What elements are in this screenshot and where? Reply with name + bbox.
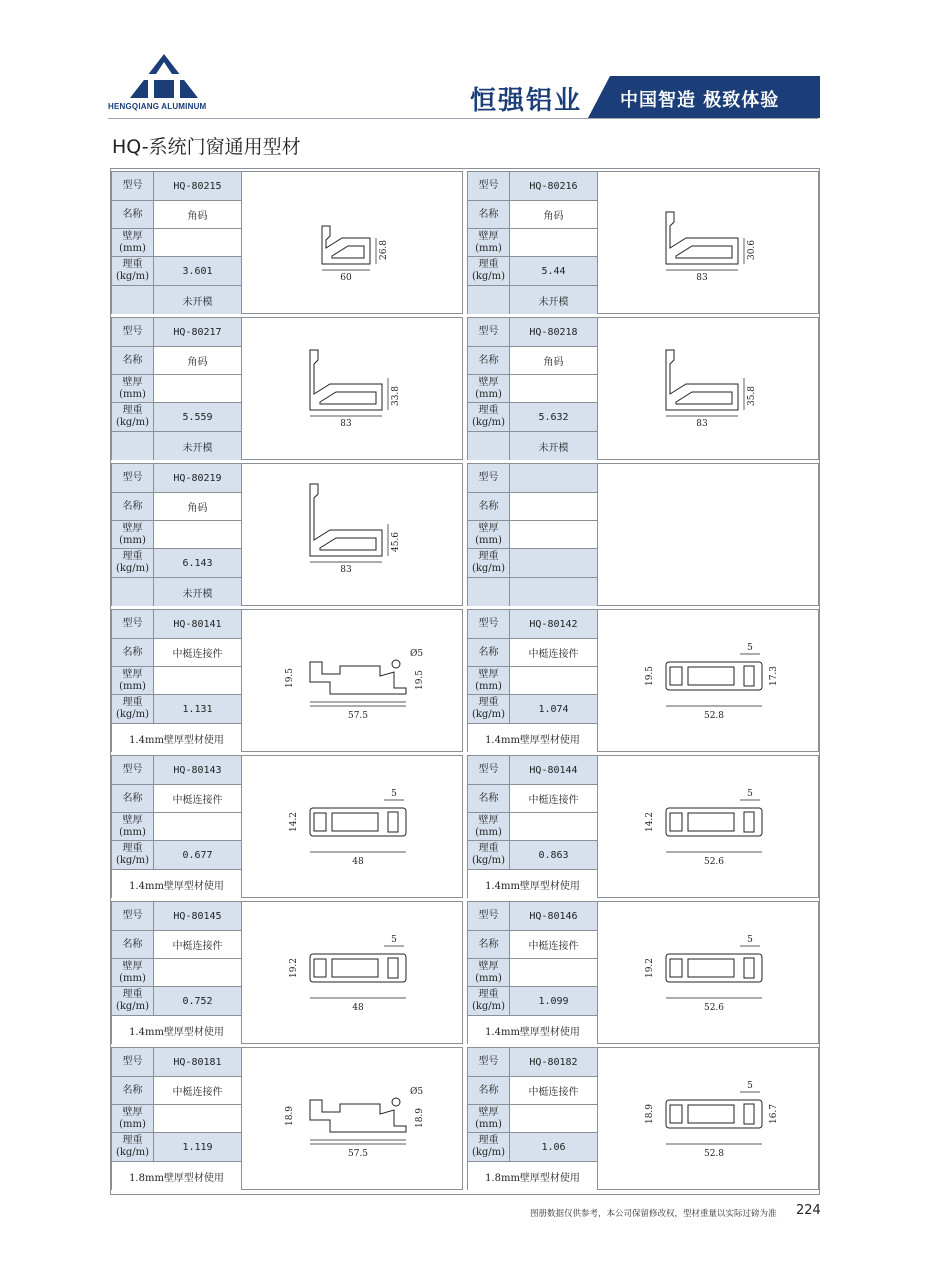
weight-value: 5.559	[154, 403, 242, 432]
profile-inner-chamber	[320, 392, 376, 404]
header-divider	[108, 118, 818, 119]
name-value: 中梃连接件	[154, 1077, 242, 1105]
name-value: 中梃连接件	[510, 931, 598, 959]
model-value: HQ-80141	[154, 610, 242, 639]
dimension-right-height-label: 16.7	[769, 1103, 779, 1125]
wall-thickness-value	[510, 667, 598, 695]
wall-thickness-value	[154, 521, 242, 549]
profile-note	[510, 578, 598, 606]
dimension-left-height-label: 19.5	[285, 667, 295, 689]
profile-inner-chamber	[676, 246, 732, 258]
dimension-width-label: 83	[340, 565, 352, 575]
profile-drawing	[598, 610, 818, 751]
profile-card-hq-80141	[111, 609, 463, 752]
weight-value: 5.632	[510, 403, 598, 432]
model-value: HQ-80143	[154, 756, 242, 785]
weight-label: 理重 (kg/m)	[112, 695, 154, 724]
dimension-right-height-label: 19.5	[415, 669, 425, 691]
name-value: 中梃连接件	[510, 785, 598, 813]
profile-drawing	[598, 1048, 818, 1189]
wall-thickness-value	[154, 959, 242, 987]
weight-label: 理重 (kg/m)	[468, 987, 510, 1016]
model-value: HQ-80218	[510, 318, 598, 347]
note-label-cell	[468, 578, 510, 606]
dimension-slot-width-label: 5	[747, 1081, 753, 1091]
weight-value: 5.44	[510, 257, 598, 286]
weight-label: 理重 (kg/m)	[468, 403, 510, 432]
model-label: 型号	[112, 318, 154, 347]
name-value: 中梃连接件	[154, 785, 242, 813]
weight-label: 理重 (kg/m)	[112, 549, 154, 578]
name-label: 名称	[112, 1077, 154, 1105]
note-label-cell	[112, 578, 154, 606]
profile-chamber	[688, 667, 734, 685]
profile-card-hq-80146	[467, 901, 819, 1044]
model-label: 型号	[468, 318, 510, 347]
model-value: HQ-80146	[510, 902, 598, 931]
model-label: 型号	[112, 464, 154, 493]
profile-chamber	[332, 959, 378, 977]
dimension-left-height-label: 18.9	[285, 1105, 295, 1127]
model-label: 型号	[468, 756, 510, 785]
name-label: 名称	[112, 347, 154, 375]
model-label: 型号	[112, 756, 154, 785]
dimension-height-label: 14.2	[645, 811, 655, 833]
profile-note: 1.4mm壁厚型材使用	[112, 870, 242, 898]
profile-catalog-grid	[110, 168, 820, 1195]
wall-thickness-value	[154, 229, 242, 257]
profile-slot	[744, 812, 754, 832]
dimension-slot-width-label: 5	[747, 789, 753, 799]
name-value: 角码	[154, 347, 242, 375]
name-label: 名称	[112, 931, 154, 959]
profile-card-hq-80215	[111, 171, 463, 314]
wall-thickness-value	[510, 375, 598, 403]
weight-value: 0.752	[154, 987, 242, 1016]
model-label: 型号	[468, 610, 510, 639]
profile-note: 未开模	[510, 286, 598, 314]
profile-slot	[388, 958, 398, 978]
dimension-height-label: 14.2	[289, 811, 299, 833]
dimension-diameter-label: Ø5	[410, 649, 424, 659]
model-label: 型号	[468, 172, 510, 201]
profile-inner-chamber	[332, 246, 364, 258]
wall-thickness-label: 壁厚 (mm)	[468, 229, 510, 257]
profile-outline	[310, 662, 406, 694]
name-label: 名称	[468, 347, 510, 375]
note-label-cell	[468, 432, 510, 460]
profile-drawing	[598, 902, 818, 1043]
profile-cross-section	[598, 1048, 818, 1189]
model-value: HQ-80181	[154, 1048, 242, 1077]
profile-outline	[310, 1100, 406, 1132]
profile-chamber	[688, 959, 734, 977]
wall-thickness-value	[154, 667, 242, 695]
profile-drawing	[242, 902, 462, 1043]
name-value: 角码	[510, 201, 598, 229]
name-value: 中梃连接件	[154, 931, 242, 959]
profile-chamber	[670, 1105, 682, 1123]
profile-note: 1.4mm壁厚型材使用	[112, 1016, 242, 1044]
dimension-height-label: 18.9	[645, 1103, 655, 1125]
dimension-height-label: 33.8	[391, 385, 401, 407]
profile-outline	[310, 484, 382, 556]
profile-cross-section	[598, 610, 818, 751]
profile-cross-section	[242, 756, 462, 897]
model-label: 型号	[468, 1048, 510, 1077]
weight-label: 理重 (kg/m)	[112, 403, 154, 432]
profile-slot	[744, 958, 754, 978]
page-number: 224	[796, 1203, 821, 1218]
logo-text: HENGQIANG ALUMINUM	[108, 102, 207, 111]
model-value: HQ-80144	[510, 756, 598, 785]
dimension-diameter-label: Ø5	[410, 1087, 424, 1097]
model-label: 型号	[112, 172, 154, 201]
wall-thickness-value	[510, 1105, 598, 1133]
wall-thickness-label: 壁厚 (mm)	[468, 1105, 510, 1133]
dimension-slot-width-label: 5	[747, 935, 753, 945]
dimension-width-label: 52.6	[703, 857, 725, 867]
dimension-slot-width-label: 5	[747, 643, 753, 653]
wall-thickness-label: 壁厚 (mm)	[468, 813, 510, 841]
profile-cross-section	[242, 1048, 462, 1189]
weight-label: 理重 (kg/m)	[468, 1133, 510, 1162]
model-value	[510, 464, 598, 493]
profile-cross-section	[242, 318, 462, 459]
weight-label: 理重 (kg/m)	[112, 257, 154, 286]
weight-label: 理重 (kg/m)	[468, 257, 510, 286]
profile-chamber	[670, 667, 682, 685]
dimension-width-label: 83	[696, 273, 708, 283]
profile-drawing	[598, 318, 818, 459]
profile-card-hq-80218	[467, 317, 819, 460]
profile-chamber	[314, 959, 326, 977]
name-value: 角码	[154, 201, 242, 229]
dimension-right-height-label: 18.9	[415, 1107, 425, 1129]
profile-cross-section	[598, 318, 818, 459]
profile-slot	[744, 666, 754, 686]
profile-cross-section	[242, 902, 462, 1043]
profile-card-hq-80144	[467, 755, 819, 898]
profile-cross-section	[598, 902, 818, 1043]
wall-thickness-label: 壁厚 (mm)	[112, 813, 154, 841]
dimension-slot-width-label: 5	[391, 789, 397, 799]
wall-thickness-label: 壁厚 (mm)	[468, 959, 510, 987]
model-label: 型号	[468, 902, 510, 931]
model-label: 型号	[112, 902, 154, 931]
weight-label: 理重 (kg/m)	[468, 549, 510, 578]
profile-note: 1.4mm壁厚型材使用	[468, 870, 598, 898]
dimension-width-label: 52.8	[703, 1149, 725, 1159]
wall-thickness-value	[510, 959, 598, 987]
wall-thickness-label: 壁厚 (mm)	[468, 667, 510, 695]
note-label-cell	[112, 286, 154, 314]
profile-card-hq-80143	[111, 755, 463, 898]
dimension-height-label: 19.5	[645, 665, 655, 687]
profile-drawing	[242, 318, 462, 459]
profile-cross-section	[598, 172, 818, 313]
dimension-height-label: 19.2	[645, 957, 655, 979]
profile-note: 1.4mm壁厚型材使用	[468, 724, 598, 752]
weight-value	[510, 549, 598, 578]
name-value: 中梃连接件	[154, 639, 242, 667]
dimension-width-label: 83	[696, 419, 708, 429]
profile-note: 1.4mm壁厚型材使用	[468, 1016, 598, 1044]
profile-chamber	[332, 813, 378, 831]
model-value: HQ-80145	[154, 902, 242, 931]
model-value: HQ-80182	[510, 1048, 598, 1077]
profile-card-hq-80182	[467, 1047, 819, 1190]
profile-note: 未开模	[154, 286, 242, 314]
weight-value: 6.143	[154, 549, 242, 578]
profile-note: 未开模	[154, 578, 242, 606]
model-value: HQ-80142	[510, 610, 598, 639]
weight-value: 1.099	[510, 987, 598, 1016]
wall-thickness-value	[510, 229, 598, 257]
profile-hole	[392, 1098, 400, 1106]
wall-thickness-label: 壁厚 (mm)	[112, 959, 154, 987]
profile-note: 1.8mm壁厚型材使用	[468, 1162, 598, 1190]
wall-thickness-label: 壁厚 (mm)	[112, 1105, 154, 1133]
profile-slot	[744, 1104, 754, 1124]
profile-card-empty	[467, 463, 819, 606]
dimension-height-label: 30.6	[747, 239, 757, 261]
profile-note: 1.8mm壁厚型材使用	[112, 1162, 242, 1190]
name-label: 名称	[112, 785, 154, 813]
name-label: 名称	[112, 493, 154, 521]
note-label-cell	[468, 286, 510, 314]
profile-drawing	[242, 1048, 462, 1189]
wall-thickness-value	[154, 1105, 242, 1133]
profile-drawing	[598, 464, 818, 605]
wall-thickness-label: 壁厚 (mm)	[112, 229, 154, 257]
dimension-width-label: 52.8	[703, 711, 725, 721]
profile-note: 未开模	[154, 432, 242, 460]
profile-card-hq-80217	[111, 317, 463, 460]
weight-label: 理重 (kg/m)	[112, 987, 154, 1016]
weight-value: 1.119	[154, 1133, 242, 1162]
dimension-width-label: 83	[340, 419, 352, 429]
dimension-width-label: 52.6	[703, 1003, 725, 1013]
model-label: 型号	[468, 464, 510, 493]
dimension-height-label: 45.6	[391, 531, 401, 553]
company-name: 恒强铝业	[470, 86, 583, 116]
profile-cross-section	[242, 610, 462, 751]
footer-disclaimer: 图册数据仅供参考，本公司保留修改权，型材重量以实际过磅为准	[530, 1209, 777, 1219]
weight-value: 1.074	[510, 695, 598, 724]
dimension-height-label: 19.2	[289, 957, 299, 979]
profile-inner-chamber	[320, 538, 376, 550]
dimension-slot-width-label: 5	[391, 935, 397, 945]
wall-thickness-value	[154, 375, 242, 403]
profile-cross-section	[242, 172, 462, 313]
dimension-width-label: 48	[352, 857, 364, 867]
note-label-cell	[112, 432, 154, 460]
profile-drawing	[598, 756, 818, 897]
dimension-width-label: 57.5	[347, 1149, 369, 1159]
name-label: 名称	[468, 639, 510, 667]
profile-chamber	[670, 813, 682, 831]
profile-chamber	[670, 959, 682, 977]
weight-value: 0.677	[154, 841, 242, 870]
model-label: 型号	[112, 1048, 154, 1077]
name-value	[510, 493, 598, 521]
weight-value: 0.863	[510, 841, 598, 870]
profile-outline	[666, 212, 738, 264]
wall-thickness-value	[154, 813, 242, 841]
dimension-height-label: 26.8	[379, 239, 389, 261]
profile-card-hq-80142	[467, 609, 819, 752]
profile-card-hq-80145	[111, 901, 463, 1044]
wall-thickness-value	[510, 521, 598, 549]
profile-drawing	[242, 464, 462, 605]
profile-drawing	[242, 756, 462, 897]
model-value: HQ-80215	[154, 172, 242, 201]
profile-slot	[388, 812, 398, 832]
weight-value: 3.601	[154, 257, 242, 286]
profile-inner-chamber	[676, 392, 732, 404]
logo-mark-icon	[124, 52, 204, 100]
profile-cross-section	[598, 756, 818, 897]
wall-thickness-value	[510, 813, 598, 841]
weight-label: 理重 (kg/m)	[112, 1133, 154, 1162]
weight-label: 理重 (kg/m)	[468, 695, 510, 724]
name-value: 中梃连接件	[510, 639, 598, 667]
name-label: 名称	[468, 785, 510, 813]
profile-note: 1.4mm壁厚型材使用	[112, 724, 242, 752]
wall-thickness-label: 壁厚 (mm)	[112, 375, 154, 403]
page-title: HQ-系统门窗通用型材	[112, 136, 301, 158]
wall-thickness-label: 壁厚 (mm)	[468, 521, 510, 549]
weight-label: 理重 (kg/m)	[468, 841, 510, 870]
name-value: 中梃连接件	[510, 1077, 598, 1105]
wall-thickness-label: 壁厚 (mm)	[112, 521, 154, 549]
weight-value: 1.131	[154, 695, 242, 724]
dimension-right-height-label: 17.3	[769, 665, 779, 687]
profile-chamber	[314, 813, 326, 831]
profile-card-hq-80181	[111, 1047, 463, 1190]
weight-value: 1.06	[510, 1133, 598, 1162]
dimension-height-label: 35.8	[747, 385, 757, 407]
model-label: 型号	[112, 610, 154, 639]
profile-card-hq-80219	[111, 463, 463, 606]
name-label: 名称	[112, 639, 154, 667]
wall-thickness-label: 壁厚 (mm)	[112, 667, 154, 695]
name-label: 名称	[468, 931, 510, 959]
name-value: 角码	[154, 493, 242, 521]
profile-cross-section	[242, 464, 462, 605]
model-value: HQ-80219	[154, 464, 242, 493]
profile-hole	[392, 660, 400, 668]
profile-drawing	[242, 610, 462, 751]
name-label: 名称	[468, 1077, 510, 1105]
name-label: 名称	[468, 493, 510, 521]
model-value: HQ-80216	[510, 172, 598, 201]
company-logo	[108, 52, 220, 116]
dimension-width-label: 57.5	[347, 711, 369, 721]
profile-chamber	[688, 813, 734, 831]
profile-note: 未开模	[510, 432, 598, 460]
profile-chamber	[688, 1105, 734, 1123]
profile-drawing	[242, 172, 462, 313]
name-label: 名称	[468, 201, 510, 229]
dimension-width-label: 60	[340, 273, 352, 283]
weight-label: 理重 (kg/m)	[112, 841, 154, 870]
wall-thickness-label: 壁厚 (mm)	[468, 375, 510, 403]
name-value: 角码	[510, 347, 598, 375]
model-value: HQ-80217	[154, 318, 242, 347]
slogan-text: 中国智造 极致体验	[620, 90, 780, 111]
name-label: 名称	[112, 201, 154, 229]
profile-drawing	[598, 172, 818, 313]
profile-card-hq-80216	[467, 171, 819, 314]
dimension-width-label: 48	[352, 1003, 364, 1013]
